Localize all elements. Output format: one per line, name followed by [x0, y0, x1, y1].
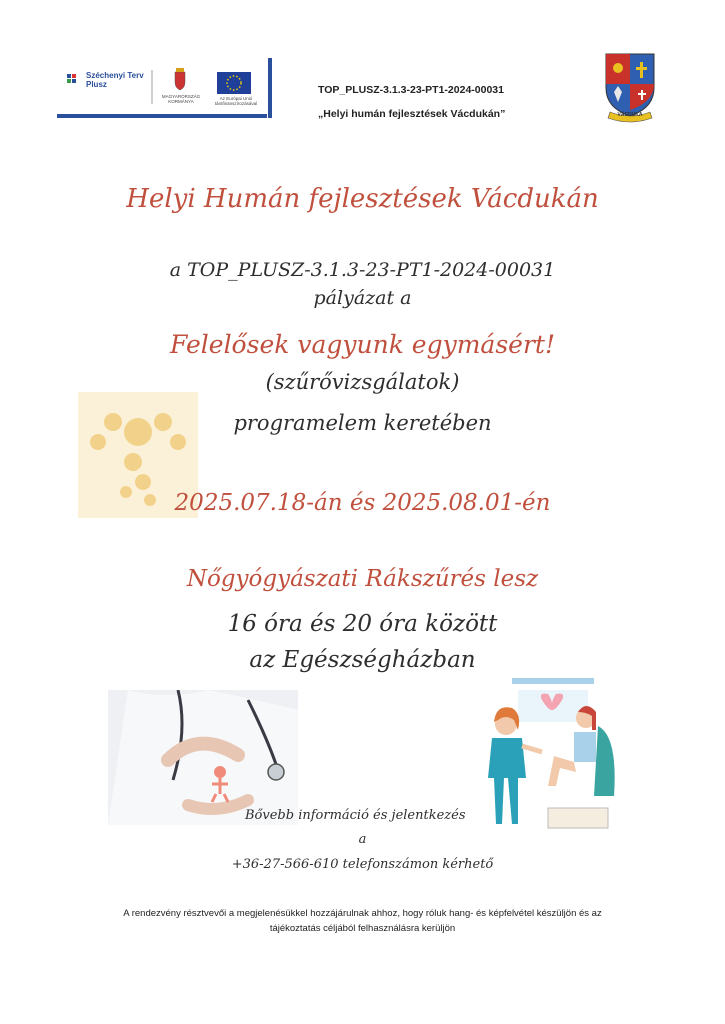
doctor-photo — [108, 690, 298, 825]
call-line: pályázat a — [313, 287, 412, 309]
government-logo-text: MAGYARORSZÁG KORMÁNYA — [161, 94, 201, 104]
eu-logo-text: Az Európai Unió társfinanszírozásával — [214, 96, 258, 106]
project-line: a TOP_PLUSZ-3.1.3-23-PT1-2024-00031 — [169, 259, 556, 281]
info-line: Bővebb információ és jelentkezés — [245, 808, 466, 823]
hungary-crest-icon — [175, 68, 185, 90]
event-place: az Egészségházban — [249, 647, 476, 673]
project-name: „Helyi humán fejlesztések Vácdukán” — [318, 108, 506, 120]
szechenyi-logo-text: Széchenyi Terv Plusz — [86, 71, 144, 89]
project-id: TOP_PLUSZ-3.1.3-23-PT1-2024-00031 — [318, 84, 504, 96]
consent-disclaimer: A rendezvény résztvevői a megjelenésükkel hozzájárulnak ahhoz, hogy róluk hang- és képfelvétel készüljön és az tájékoztatás céljából felhasználásra kerüljön — [123, 908, 602, 934]
event-hours: 16 óra és 20 óra között — [227, 611, 498, 637]
phone-line: +36-27-566-610 telefonszámon kérhető — [231, 857, 494, 872]
event-dates: 2025.07.18-án és 2025.08.01-én — [174, 490, 551, 516]
program-frame-line: programelem keretében — [233, 411, 492, 435]
info-connector: a — [358, 832, 367, 847]
eu-flag-icon — [217, 72, 251, 94]
page-title: Helyi Humán fejlesztések Vácdukán — [126, 184, 599, 214]
szechenyi-logo-icon — [67, 74, 76, 83]
crest-label: VÁCDUKA — [617, 112, 643, 118]
gynecologist-cartoon — [478, 676, 628, 832]
program-subtitle: (szűrővizsgálatok) — [265, 370, 460, 394]
program-name: Felelősek vagyunk egymásért! — [170, 330, 555, 359]
logo-strip-bottom-bar — [57, 114, 267, 118]
exam-type: Nőgyógyászati Rákszűrés lesz — [186, 566, 539, 592]
logo-strip-side-bar — [268, 58, 272, 118]
vacduka-crest-icon — [600, 50, 660, 126]
